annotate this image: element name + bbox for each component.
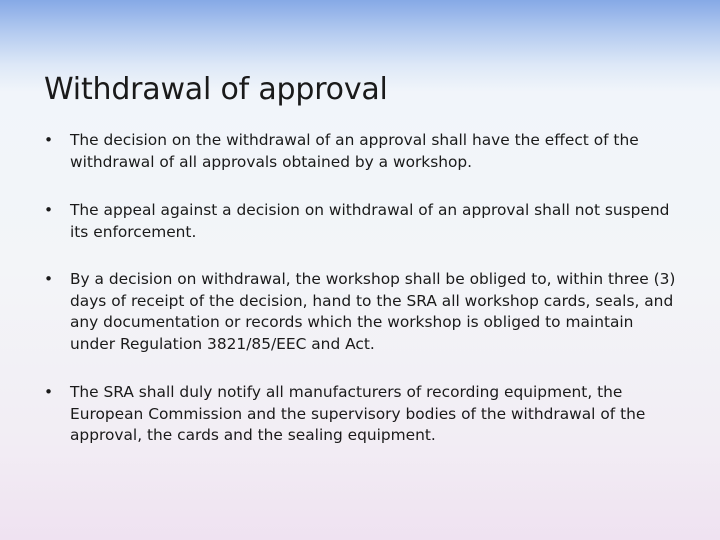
bullet-dot-icon: • [44, 201, 54, 219]
bullet-text: By a decision on withdrawal, the workshop shall be obliged to, within three (3) days of receipt of the decision, hand to the SRA all workshop cards, seals, and any documentation or records which the workshop is obliged to maintain under Regulation 3821/85/EEC and Act. [70, 270, 676, 353]
bullet-dot-icon: • [44, 131, 54, 149]
bullet-dot-icon: • [44, 383, 54, 401]
bullet-item [44, 269, 680, 355]
bullet-text: The decision on the withdrawal of an approval shall have the effect of the withdrawal of all approvals obtained by a workshop. [70, 131, 639, 171]
slide-title: Withdrawal of approval [44, 72, 388, 107]
bullet-dot-icon: • [44, 270, 54, 288]
bullet-item [44, 200, 680, 243]
bullet-text: The SRA shall duly notify all manufacturers of recording equipment, the European Commission and the supervisory bodies of the withdrawal of the approval, the cards and the sealing equipment. [70, 383, 646, 444]
bullet-list [44, 130, 680, 473]
bullet-text: The appeal against a decision on withdrawal of an approval shall not suspend its enforcement. [70, 201, 670, 241]
bullet-item [44, 382, 680, 447]
bullet-item [44, 130, 680, 173]
